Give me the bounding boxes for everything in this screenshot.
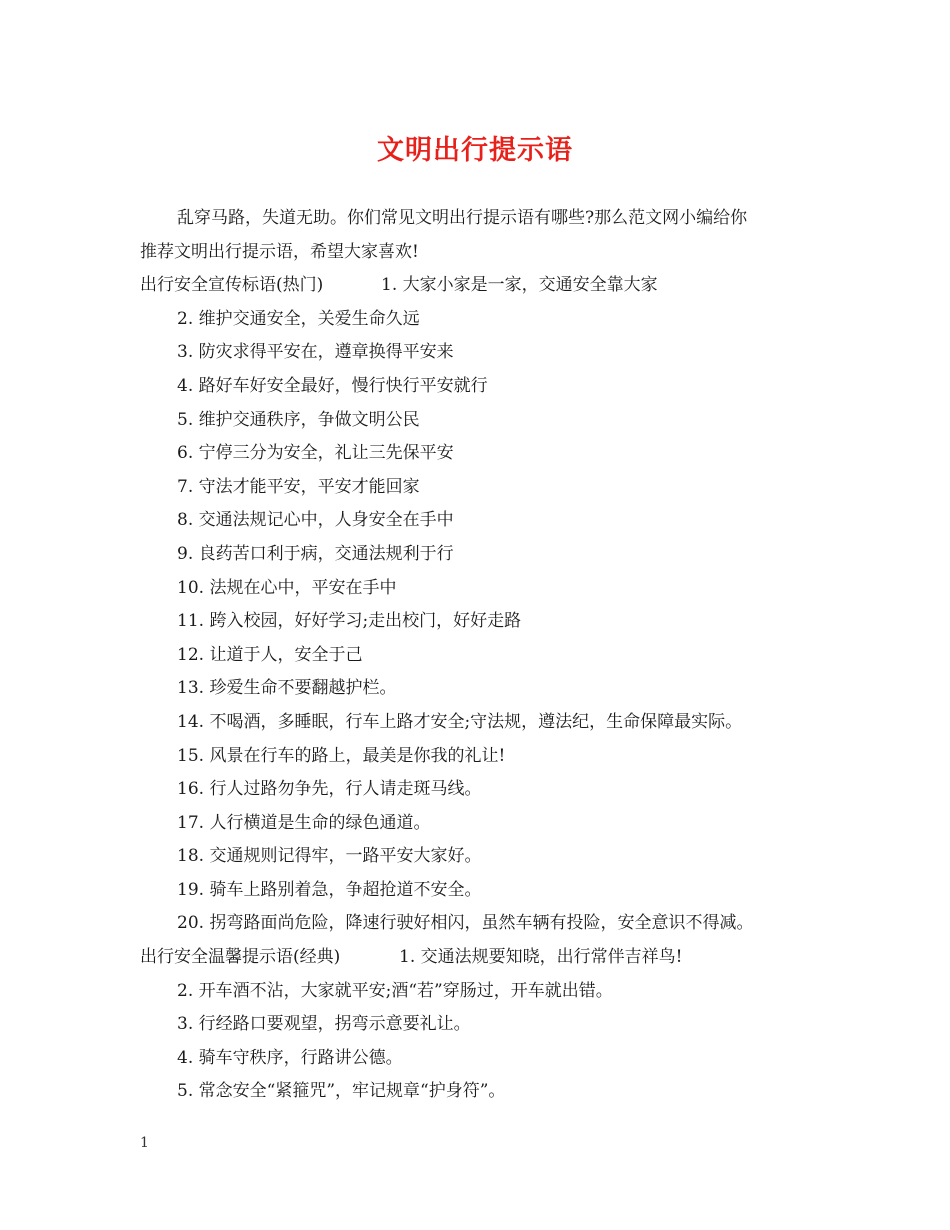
list-item: 11. 跨入校园，好好学习;走出校门，好好走路: [177, 611, 522, 632]
section1-list: [140, 303, 820, 941]
list-item: 13. 珍爱生命不要翻越护栏。: [177, 678, 397, 699]
document-body: [140, 202, 820, 1109]
list-item: 1. 大家小家是一家，交通安全靠大家: [381, 275, 658, 296]
intro-line-2: 推荐文明出行提示语，希望大家喜欢!: [140, 241, 419, 262]
section1-heading-row: [140, 269, 820, 303]
list-item: 14. 不喝酒，多睡眠，行车上路才安全;守法规，遵法纪，生命保障最实际。: [177, 711, 743, 732]
list-item: 5. 维护交通秩序，争做文明公民: [177, 409, 420, 430]
list-item: 17. 人行横道是生命的绿色通道。: [177, 812, 431, 833]
list-item: 4. 骑车守秩序，行路讲公德。: [177, 1047, 403, 1068]
list-item: 7. 守法才能平安，平安才能回家: [177, 476, 420, 497]
list-item: 15. 风景在行车的路上，最美是你我的礼让!: [177, 745, 506, 766]
list-item: 20. 拐弯路面尚危险，降速行驶好相闪，虽然车辆有投险，安全意识不得减。: [177, 913, 754, 934]
intro-line-1: 乱穿马路，失道无助。你们常见文明出行提示语有哪些?那么范文网小编给你: [177, 208, 748, 228]
section2-heading: 出行安全温馨提示语(经典): [140, 947, 341, 968]
list-item: 4. 路好车好安全最好，慢行快行平安就行: [177, 375, 488, 396]
list-item: 8. 交通法规记心中，人身安全在手中: [177, 510, 454, 531]
list-item: 3. 行经路口要观望，拐弯示意要礼让。: [177, 1014, 471, 1035]
section2-heading-row: [140, 941, 820, 975]
list-item: 10. 法规在心中，平安在手中: [177, 577, 397, 598]
list-item: 2. 维护交通安全，关爱生命久远: [177, 308, 420, 329]
list-item: 5. 常念安全“紧箍咒”，牢记规章“护身符”。: [177, 1081, 506, 1102]
document-title: 文明出行提示语: [377, 135, 573, 166]
list-item: 2. 开车酒不沾，大家就平安;酒“若”穿肠过，开车就出错。: [177, 980, 613, 1001]
list-item: 9. 良药苦口利于病，交通法规利于行: [177, 543, 454, 564]
list-item: 18. 交通规则记得牢，一路平安大家好。: [177, 846, 482, 867]
section2-list: [140, 975, 820, 1109]
section1-heading: 出行安全宣传标语(热门): [140, 275, 324, 296]
list-item: 12. 让道于人，安全于己: [177, 644, 363, 665]
list-item: 3. 防灾求得平安在，遵章换得平安来: [177, 342, 454, 363]
list-item: 16. 行人过路勿争先，行人请走斑马线。: [177, 779, 482, 800]
page-number: 1: [140, 1135, 149, 1151]
list-item: 6. 宁停三分为安全，礼让三先保平安: [177, 443, 454, 464]
list-item: 1. 交通法规要知晓，出行常伴吉祥鸟!: [399, 947, 683, 968]
list-item: 19. 骑车上路别着急，争超抢道不安全。: [177, 879, 482, 900]
